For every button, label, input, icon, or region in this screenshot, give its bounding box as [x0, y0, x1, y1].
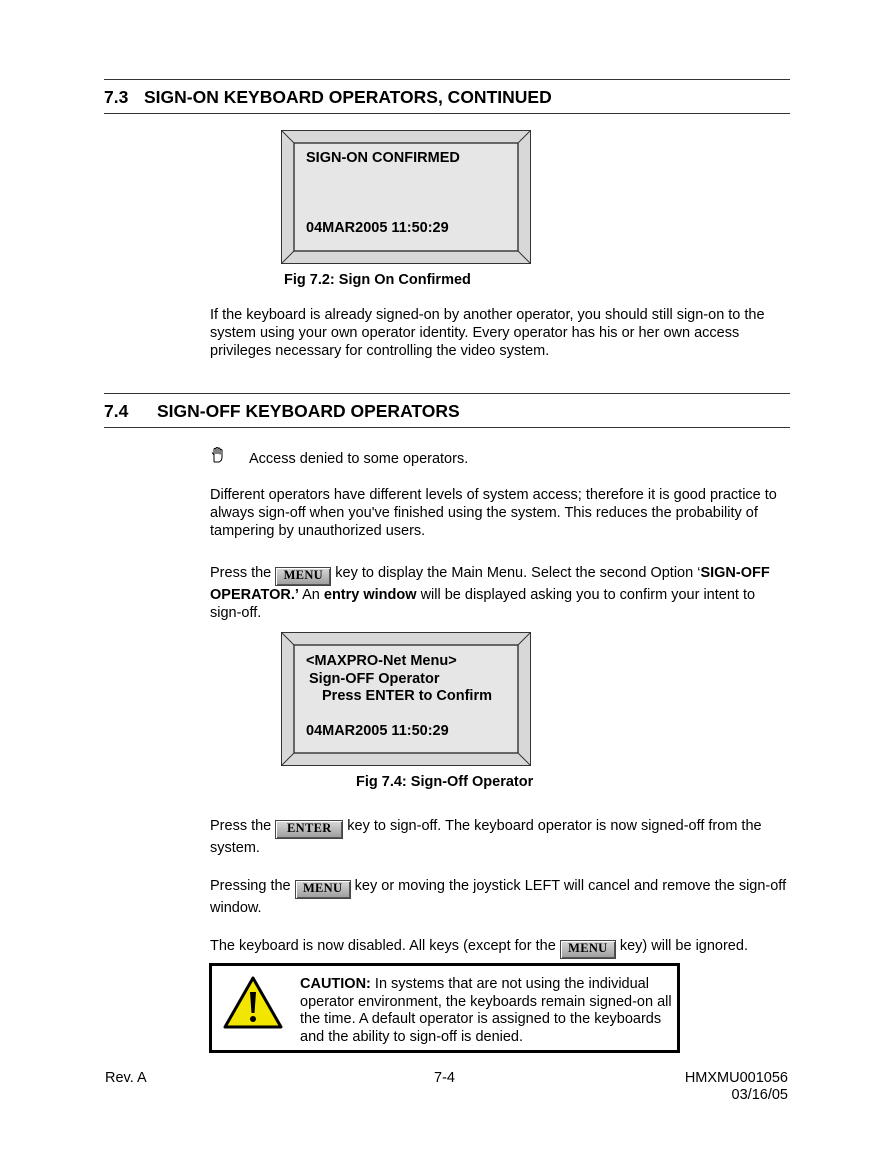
screen-line: Sign-OFF Operator [309, 670, 440, 687]
paragraph-pressing-menu [210, 877, 790, 917]
screen-line: Press ENTER to Confirm [322, 688, 492, 704]
text-run: key to display the Main Menu. Select the second Option ‘ [331, 565, 701, 581]
text-run: Press the [210, 565, 272, 581]
caution-box [209, 963, 680, 1053]
section-number: 7.4 [104, 401, 129, 421]
menu-key: MENU [275, 567, 331, 586]
menu-key: MENU [560, 940, 616, 959]
enter-key: ENTER [275, 820, 343, 839]
section-bottom-rule [104, 427, 790, 428]
section-7-4-heading [104, 401, 460, 422]
figure-caption: Fig 7.4: Sign-Off Operator [356, 774, 534, 790]
text-run: An [298, 587, 324, 603]
paragraph: If the keyboard is already signed-on by another operator, you should still sign-on to the system using your own operator identity. Every operator has his or her own access privileges necessary for controlling the video system. [210, 307, 765, 359]
menu-key: MENU [295, 880, 351, 899]
caution-label: CAUTION: [300, 976, 371, 992]
text-run: The keyboard is now disabled. All keys (except for the [210, 938, 556, 954]
text-run: key or moving the joystick LEFT will cancel and remove the sign-off window. [210, 878, 787, 916]
warning-triangle-icon [222, 975, 284, 1035]
note-text: Access denied to some operators. [249, 451, 469, 467]
paragraph-disabled [210, 937, 790, 959]
bold-text: entry window [323, 587, 417, 603]
sign-off-display-panel [281, 632, 531, 766]
text-run: key) will be ignored. [615, 938, 748, 954]
bold-text: SIGN-OFF OPERATOR.’ [210, 565, 770, 603]
screen-line: SIGN-ON CONFIRMED [306, 150, 460, 166]
section-title: SIGN-OFF KEYBOARD OPERATORS [157, 401, 460, 421]
text-run: key to sign-off. The keyboard operator is now signed-off from the system. [210, 818, 762, 856]
screen-timestamp: 04MAR2005 11:50:29 [306, 220, 449, 236]
screen-timestamp: 04MAR2005 11:50:29 [306, 723, 449, 739]
footer-revision: Rev. A [105, 1070, 147, 1086]
text-run: will be displayed asking you to confirm your intent to sign-off. [210, 587, 756, 621]
text-run: Pressing the [210, 878, 291, 894]
paragraph-press-menu [210, 564, 790, 622]
panel-screen [306, 644, 516, 750]
section-7-3-heading [104, 87, 552, 108]
paragraph: Different operators have different levels of system access; therefore it is good practice to always sign-off when you've finished using the system. This reduces the probability of tampering by unauthorized users. [210, 487, 777, 539]
section-bottom-rule [104, 113, 790, 114]
section-title: SIGN-ON KEYBOARD OPERATORS, CONTINUED [144, 87, 552, 107]
footer-page-number: 7-4 [434, 1070, 455, 1086]
section-top-rule [104, 79, 790, 80]
text-run: Press the [210, 818, 272, 834]
panel-screen [306, 142, 516, 248]
section-number: 7.3 [104, 87, 129, 107]
sign-on-display-panel [281, 130, 531, 264]
paragraph-press-enter [210, 817, 790, 857]
footer-date: 03/16/05 [731, 1087, 788, 1103]
figure-caption: Fig 7.2: Sign On Confirmed [284, 272, 471, 288]
screen-line: <MAXPRO-Net Menu> [306, 653, 457, 669]
hand-pointing-icon [210, 446, 228, 468]
section-top-rule [104, 393, 790, 394]
caution-text [300, 976, 672, 1046]
footer-document-id: HMXMU001056 [684, 1070, 788, 1086]
caution-body: In systems that are not using the individual operator environment, the keyboards remain signed-on all the time. A default operator is assigned to the keyboards and the ability to sign-off is denied. [300, 976, 672, 1045]
